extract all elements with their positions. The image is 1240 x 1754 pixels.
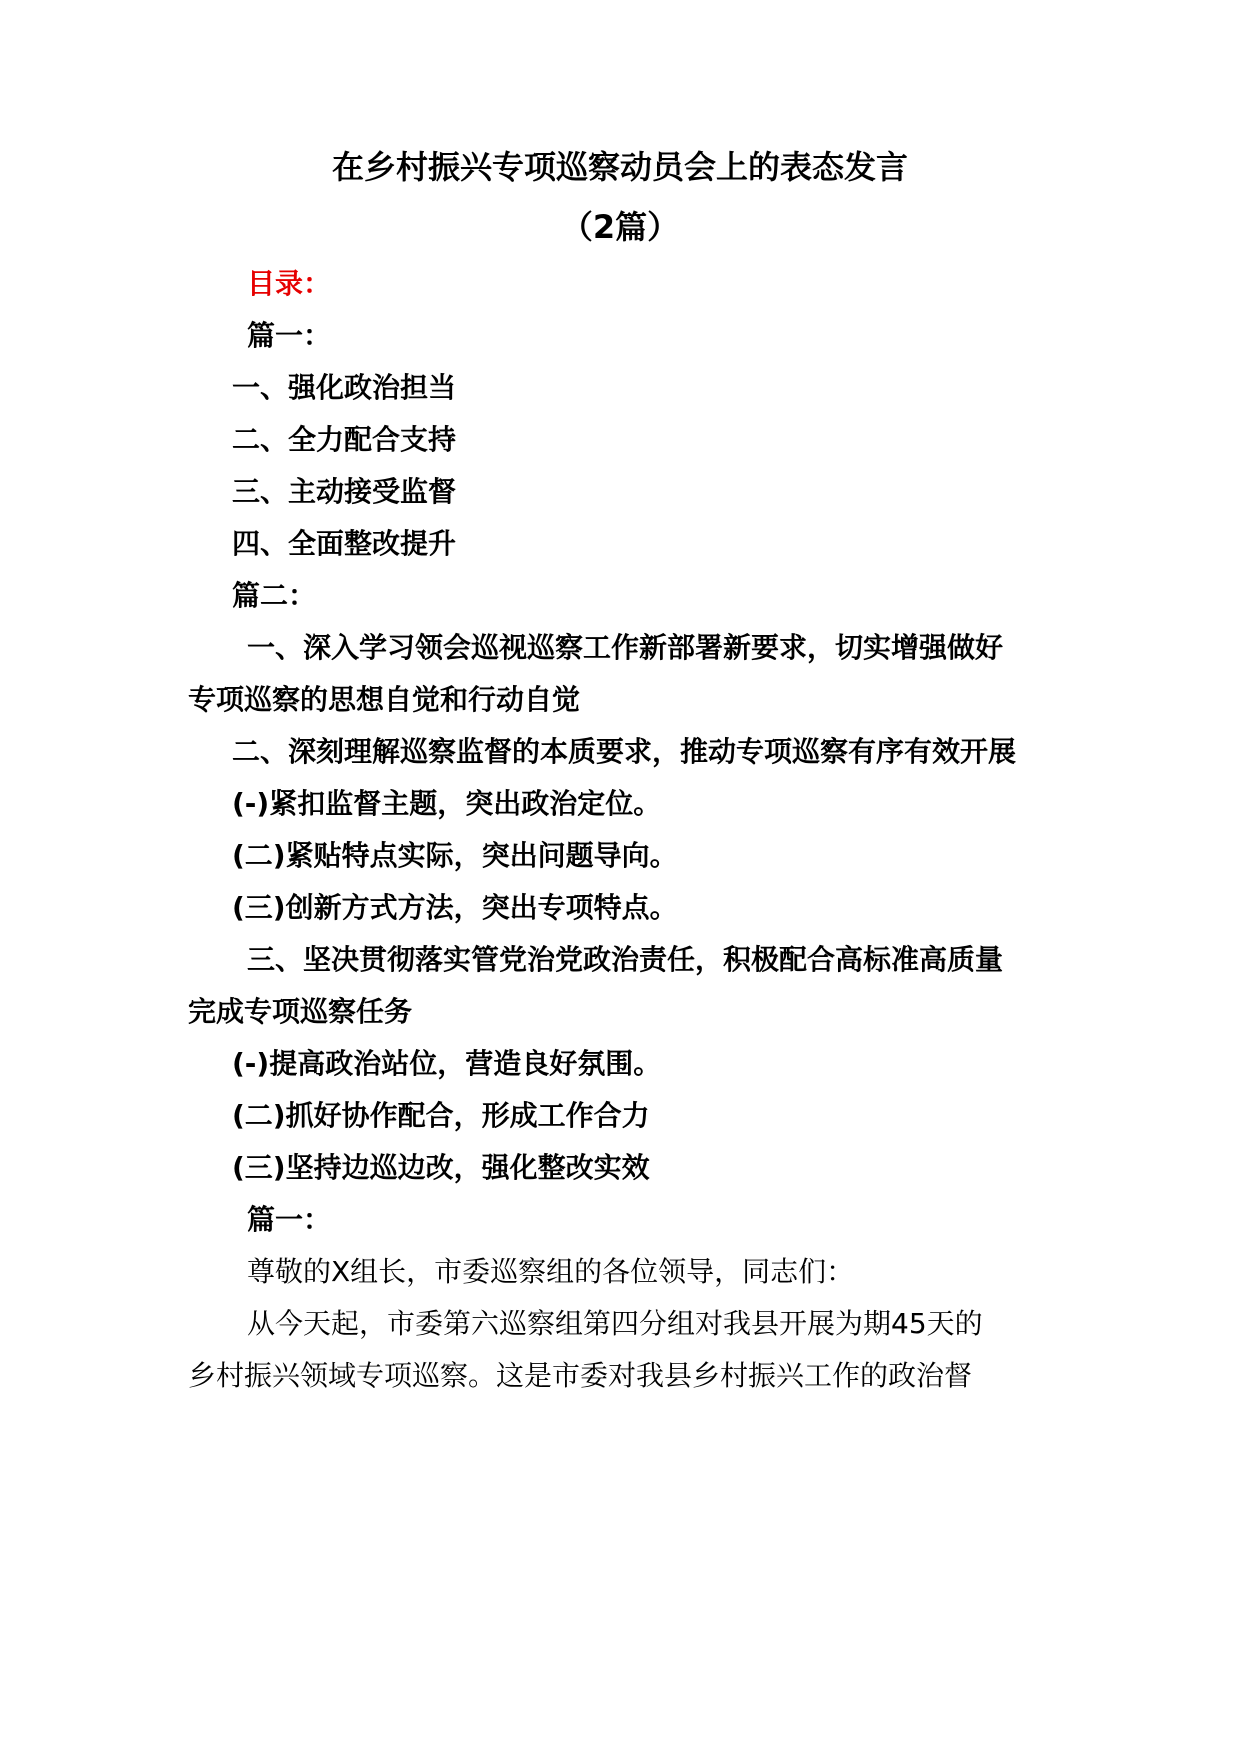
document-title: 在乡村振兴专项巡察动员会上的表态发言 (331, 148, 908, 186)
toc-item-continued: 专项巡察的思想自觉和行动自觉 (188, 683, 581, 716)
toc-subitem: (二)紧贴特点实际，突出问题导向。 (232, 839, 678, 872)
toc-item-continued: 完成专项巡察任务 (188, 995, 413, 1028)
toc-item: 一、强化政治担当 (232, 371, 457, 404)
toc-item: 一、深入学习领会巡视巡察工作新部署新要求，切实增强做好 (247, 631, 1004, 664)
toc-part-one: 篇一： (247, 319, 332, 352)
toc-item: 三、坚决贯彻落实管党治党政治责任，积极配合高标准高质量 (247, 943, 1004, 976)
toc-subitem: (-)紧扣监督主题，突出政治定位。 (232, 787, 662, 820)
toc-subitem: (二)抓好协作配合，形成工作合力 (232, 1099, 650, 1132)
body-paragraph-line: 从今天起，市委第六巡察组第四分组对我县开展为期45天的 (247, 1307, 983, 1340)
toc-item: 二、全力配合支持 (232, 423, 457, 456)
toc-item: 四、全面整改提升 (232, 527, 457, 560)
body-paragraph-line: 乡村振兴领域专项巡察。这是市委对我县乡村振兴工作的政治督 (188, 1359, 973, 1392)
toc-subitem: (三)坚持边巡边改，强化整改实效 (232, 1151, 650, 1184)
part-one-heading: 篇一： (247, 1203, 332, 1236)
toc-heading: 目录： (247, 267, 332, 300)
toc-item: 二、深刻理解巡察监督的本质要求，推动专项巡察有序有效开展 (232, 735, 1017, 768)
salutation: 尊敬的X组长，市委巡察组的各位领导，同志们： (247, 1255, 855, 1288)
toc-part-two: 篇二： (232, 579, 317, 612)
toc-subitem: (三)创新方式方法，突出专项特点。 (232, 891, 678, 924)
toc-subitem: (-)提高政治站位，营造良好氛围。 (232, 1047, 662, 1080)
document-subtitle: （2篇） (560, 208, 680, 246)
toc-item: 三、主动接受监督 (232, 475, 457, 508)
